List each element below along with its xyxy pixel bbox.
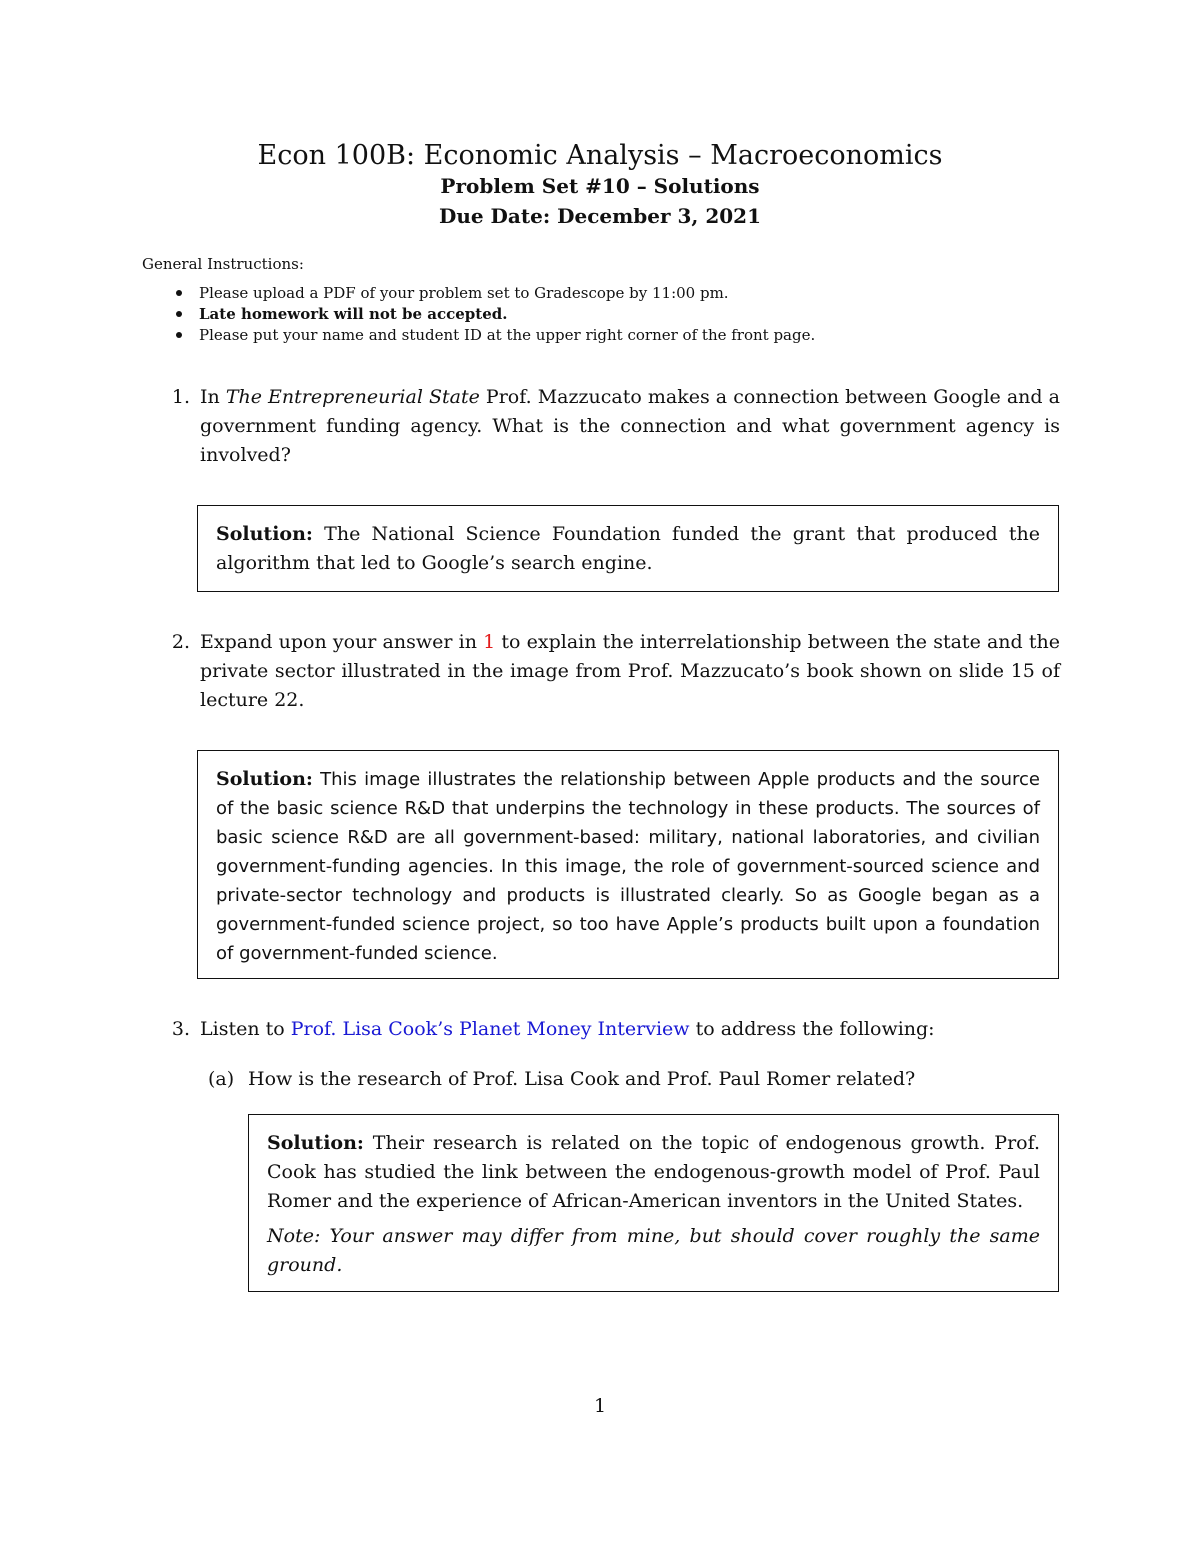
question-prefix: In [200, 386, 226, 408]
solution-text: Their research is related on the topic of endogenous growth. Prof. Cook has studied the link between the endogenous-growth model of Prof. Paul Romer and the experience of African-American inventors in the United States. [267, 1132, 1040, 1212]
sub-question-label: (a) [208, 1068, 235, 1090]
question-3 [160, 1015, 1060, 1044]
question-body: to address the following: [689, 1018, 935, 1040]
question-prefix: Expand upon your answer in [200, 631, 484, 653]
question-number: 1. [171, 386, 190, 408]
question-reference-link[interactable]: 1 [483, 631, 496, 653]
solution-label: Solution: [267, 1132, 364, 1154]
question-body: to explain the interrelationship between the state and the private sector illustrated in the image from Prof. Mazzucato’s book shown on slide 15 of lecture 22. [200, 631, 1060, 711]
instruction-item: Please upload a PDF of your problem set to Gradescope by 11:00 pm. [172, 283, 815, 304]
question-text [200, 383, 1060, 470]
instruction-item: Please put your name and student ID at the upper right corner of the front page. [172, 325, 815, 346]
general-instructions-label: General Instructions: [142, 255, 304, 273]
solution-note: Note: Your answer may differ from mine, but should cover roughly the same ground. [267, 1225, 1040, 1276]
general-instructions-list [172, 283, 815, 346]
question-2 [160, 628, 1060, 715]
planet-money-interview-link[interactable]: Prof. Lisa Cook’s Planet Money Interview [290, 1018, 690, 1040]
document-title: Econ 100B: Economic Analysis – Macroeconomics [257, 140, 943, 171]
sub-question-text: How is the research of Prof. Lisa Cook and Prof. Paul Romer related? [248, 1068, 916, 1090]
question-text [200, 1015, 1060, 1044]
solution-label: Solution: [216, 523, 313, 545]
book-title: The Entrepreneurial State [225, 386, 480, 408]
solution-text: The National Science Foundation funded the grant that produced the algorithm that led to Google’s search engine. [216, 523, 1040, 574]
page-number: 1 [593, 1395, 607, 1417]
question-number: 3. [171, 1018, 190, 1040]
solution-label: Solution: [216, 768, 313, 790]
solution-box-1 [197, 505, 1059, 592]
question-prefix: Listen to [200, 1018, 291, 1040]
due-date: Due Date: December 3, 2021 [438, 204, 762, 228]
question-1 [160, 383, 1060, 470]
question-body: Prof. Mazzucato makes a connection between Google and a government funding agency. What is the connection and what government agency is involved? [200, 386, 1060, 466]
instruction-item: Late homework will not be accepted. [172, 304, 815, 325]
problem-set-subtitle: Problem Set #10 – Solutions [440, 174, 760, 198]
solution-box-2 [197, 750, 1059, 979]
question-text [200, 628, 1060, 715]
question-number: 2. [171, 631, 190, 653]
question-3a [200, 1065, 1060, 1094]
solution-text: This image illustrates the relationship between Apple products and the source of the basic science R&D that underpins the technology in these products. The sources of basic science R&D are all government-based: military, national laboratories, and civilian government-funding agencies. In this image, the role of government-sourced science and private-sector technology and products is illustrated clearly. So as Google began as a government-funded science project, so too have Apple’s products built upon a foundation of government-funded science. [216, 769, 1040, 964]
solution-box-3a [248, 1114, 1059, 1292]
